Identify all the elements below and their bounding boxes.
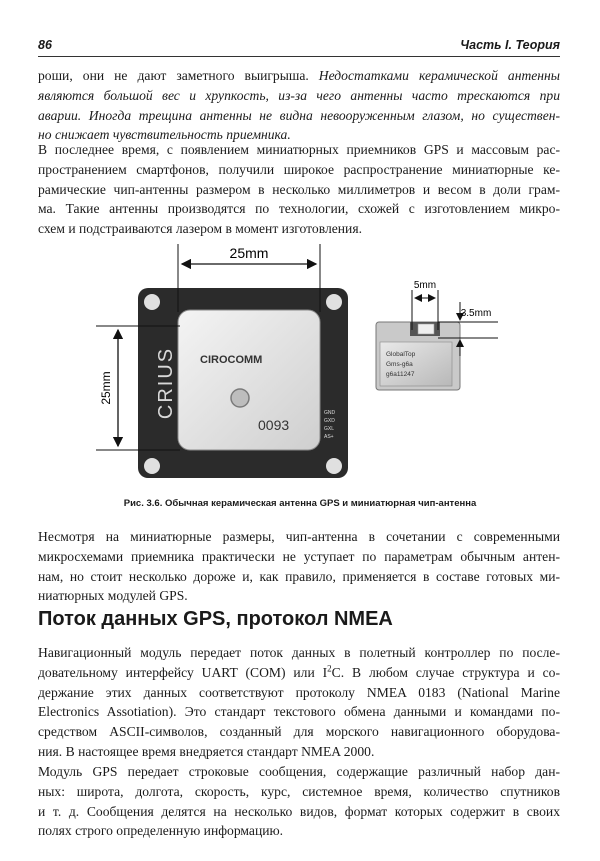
pin-label: GXL — [324, 426, 335, 432]
text-line: но снижает чувствительность приемника. — [38, 127, 291, 143]
running-header — [38, 36, 560, 56]
module-text-line: Gms-g6a — [386, 361, 413, 368]
text-line: рамические чип-антенны размером в несколько миллиметров и весом в доли грам- — [38, 181, 560, 197]
paragraph-ceramic-drawbacks — [38, 66, 560, 145]
paragraph-chip-comparison — [38, 527, 560, 606]
paragraph-gps-messages — [38, 762, 560, 841]
text-line: ма. Такие антенны производятся по технологии, схожей с изготовлением микро- — [38, 201, 560, 217]
figure-antennas — [90, 238, 510, 478]
chip-height-label: 3.5mm — [460, 308, 492, 319]
module-text-line: g6a11247 — [386, 371, 415, 378]
text-line: Модуль GPS передает строковые сообщения, содержащие различный набор дан- — [38, 764, 560, 779]
text-line: Навигационный модуль передает поток данных в полетный контроллер по после- — [38, 645, 560, 660]
text-line: держание этих данных соответствуют протоколу NMEA 0183 (National Marine — [38, 684, 560, 700]
part-title: Часть I. Теория — [460, 38, 560, 52]
text-line: являются большой вес и хрупкость, из-за чего антенны часто трескаются при — [38, 87, 560, 103]
text-line: схем и подстраиваются лазером в момент изготовления. — [38, 221, 362, 237]
module-text-line: GlobalTop — [386, 351, 416, 358]
text-line: В последнее время, с появлением миниатюрных приемников GPS и массовым рас- — [38, 142, 560, 157]
text-line: Electronics Assotiation). Это стандарт текстового обмена данными и командами по- — [38, 704, 560, 720]
board-label: CRIUS — [155, 346, 177, 420]
antenna-brand: CIROCOMM — [200, 354, 263, 366]
text-line: ных: широта, долгота, скорость, курс, системное время, количество спутников — [38, 783, 560, 799]
pin-label: AS+ — [324, 434, 334, 440]
text-line: средством ASCII-символов, созданный для морского навигационного оборудова- — [38, 724, 560, 740]
paragraph-chip-antennas — [38, 140, 560, 239]
text-line: ниатюрных модулей GPS. — [38, 588, 188, 604]
chip-antenna-module — [376, 322, 460, 390]
text-line: ния. В настоящее время внедряется стандарт NMEA 2000. — [38, 743, 375, 759]
text-line: аварии. Иногда трещина антенны не видна невооруженным глазом, но существен- — [38, 107, 560, 123]
text-line: нам, но стоит несколько дороже и, как правило, применяется в составе готовых ми- — [38, 568, 560, 584]
text-line: полях строго определенную информацию. — [38, 823, 284, 839]
text-line: пространением смартфонов, получили широкое распространение миниатюрные ке- — [38, 161, 560, 177]
header-rule — [38, 56, 560, 57]
text-line: Несмотря на миниатюрные размеры, чип-антенна в сочетании с современными — [38, 529, 560, 544]
width-label: 25mm — [229, 245, 269, 261]
figure-photo — [90, 238, 510, 478]
text-line: микросхемами приемника практически не уступает по параметрам обычным антен- — [38, 548, 560, 564]
pin-label: GXD — [324, 418, 335, 424]
text-line: и т. д. Сообщения делятся на несколько видов, формат которых содержит в своих — [38, 803, 560, 819]
chip-width-label: 5mm — [413, 280, 437, 291]
figure-caption: Рис. 3.6. Обычная керамическая антенна GPS и миниатюрная чип-антенна — [123, 498, 477, 509]
antenna-code: 0093 — [258, 417, 290, 433]
page-number: 86 — [38, 38, 52, 52]
paragraph-nmea-protocol — [38, 643, 560, 762]
height-label: 25mm — [99, 371, 113, 405]
section-heading: Поток данных GPS, протокол NMEA — [38, 608, 393, 630]
text-line: роши, они не дают заметного выигрыша. Недостатками керамической антенны — [38, 68, 560, 83]
text-line: довательному интерфейсу UART (COM) или $I^2C$. В любом случае структура и со- — [38, 663, 560, 680]
pin-label: GND — [324, 410, 336, 416]
